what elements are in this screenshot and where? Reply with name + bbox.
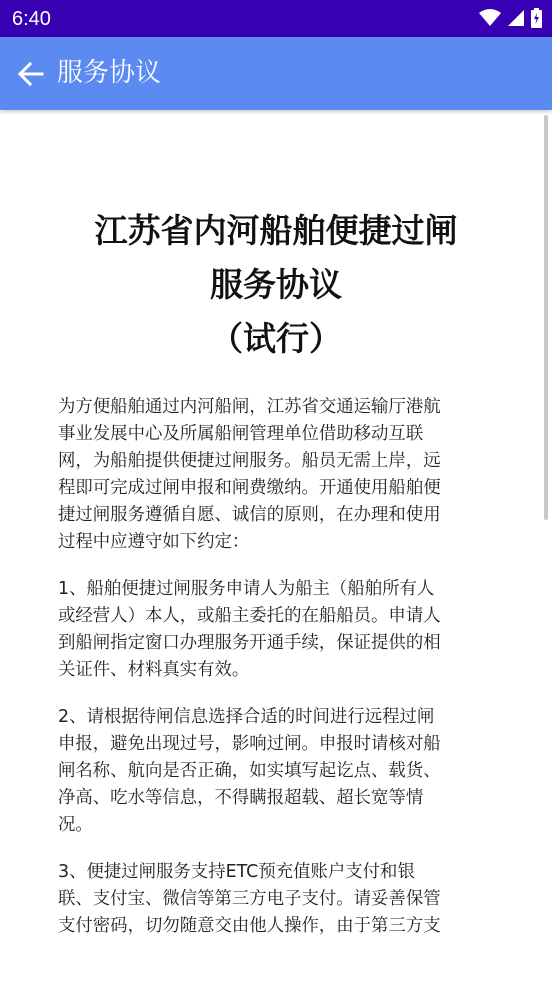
scrollbar[interactable] bbox=[544, 115, 548, 520]
text-line: 闸名称、航向是否正确，如实填写起讫点、载货、 bbox=[58, 761, 441, 781]
text-line: 联、支付宝、微信等第三方电子支付。请妥善保管 bbox=[58, 889, 441, 909]
text-line: 3、便捷过闸服务支持ETC预充值账户支付和银 bbox=[58, 862, 415, 882]
text-line: 关证件、材料真实有效。 bbox=[58, 660, 250, 680]
back-arrow-icon[interactable] bbox=[16, 59, 46, 89]
title-line: （试行） bbox=[210, 319, 342, 358]
app-bar bbox=[0, 37, 552, 110]
text-line: 捷过闸服务遵循自愿、诚信的原则，在办理和使用 bbox=[58, 505, 441, 525]
text-line: 过程中应遵守如下约定： bbox=[58, 532, 250, 552]
text-line: 净高、吃水等信息，不得瞒报超载、超长宽等情 bbox=[58, 788, 424, 808]
paragraph-clause-2 bbox=[58, 704, 492, 839]
title-line: 江苏省内河船舶便捷过闸 bbox=[94, 211, 458, 250]
wifi-icon bbox=[479, 9, 501, 27]
text-line: 到船闸指定窗口办理服务开通手续，保证提供的相 bbox=[58, 633, 441, 653]
text-line: 况。 bbox=[58, 815, 93, 835]
paragraph-intro bbox=[58, 394, 492, 556]
signal-icon bbox=[507, 9, 525, 27]
document-body bbox=[58, 394, 492, 960]
status-bar bbox=[0, 0, 552, 37]
agreement-content[interactable] bbox=[0, 110, 552, 981]
text-line: 程即可完成过闸申报和闸费缴纳。开通使用船舶便 bbox=[58, 478, 441, 498]
text-line: 为方便船舶通过内河船闸，江苏省交通运输厅港航 bbox=[58, 397, 441, 417]
text-line: 网，为船舶提供便捷过闸服务。船员无需上岸，远 bbox=[58, 451, 441, 471]
text-line: 或经营人）本人，或船主委托的在船船员。申请人 bbox=[58, 606, 441, 626]
page-title: 服务协议 bbox=[57, 58, 162, 88]
text-line: 事业发展中心及所属船闸管理单位借助移动互联 bbox=[58, 424, 424, 444]
status-icons bbox=[479, 8, 542, 28]
document-title bbox=[0, 204, 552, 366]
text-line: 申报，避免出现过号，影响过闸。申报时请核对船 bbox=[58, 734, 441, 754]
text-line: 支付密码，切勿随意交由他人操作，由于第三方支 bbox=[58, 916, 441, 936]
battery-icon bbox=[531, 8, 542, 28]
paragraph-clause-3 bbox=[58, 859, 492, 940]
text-line: 2、请根据待闸信息选择合适的时间进行远程过闸 bbox=[58, 707, 435, 727]
paragraph-clause-1 bbox=[58, 576, 492, 684]
status-time: 6:40 bbox=[12, 8, 51, 30]
text-line: 1、船舶便捷过闸服务申请人为船主（船舶所有人 bbox=[58, 579, 435, 599]
title-line: 服务协议 bbox=[210, 265, 342, 304]
